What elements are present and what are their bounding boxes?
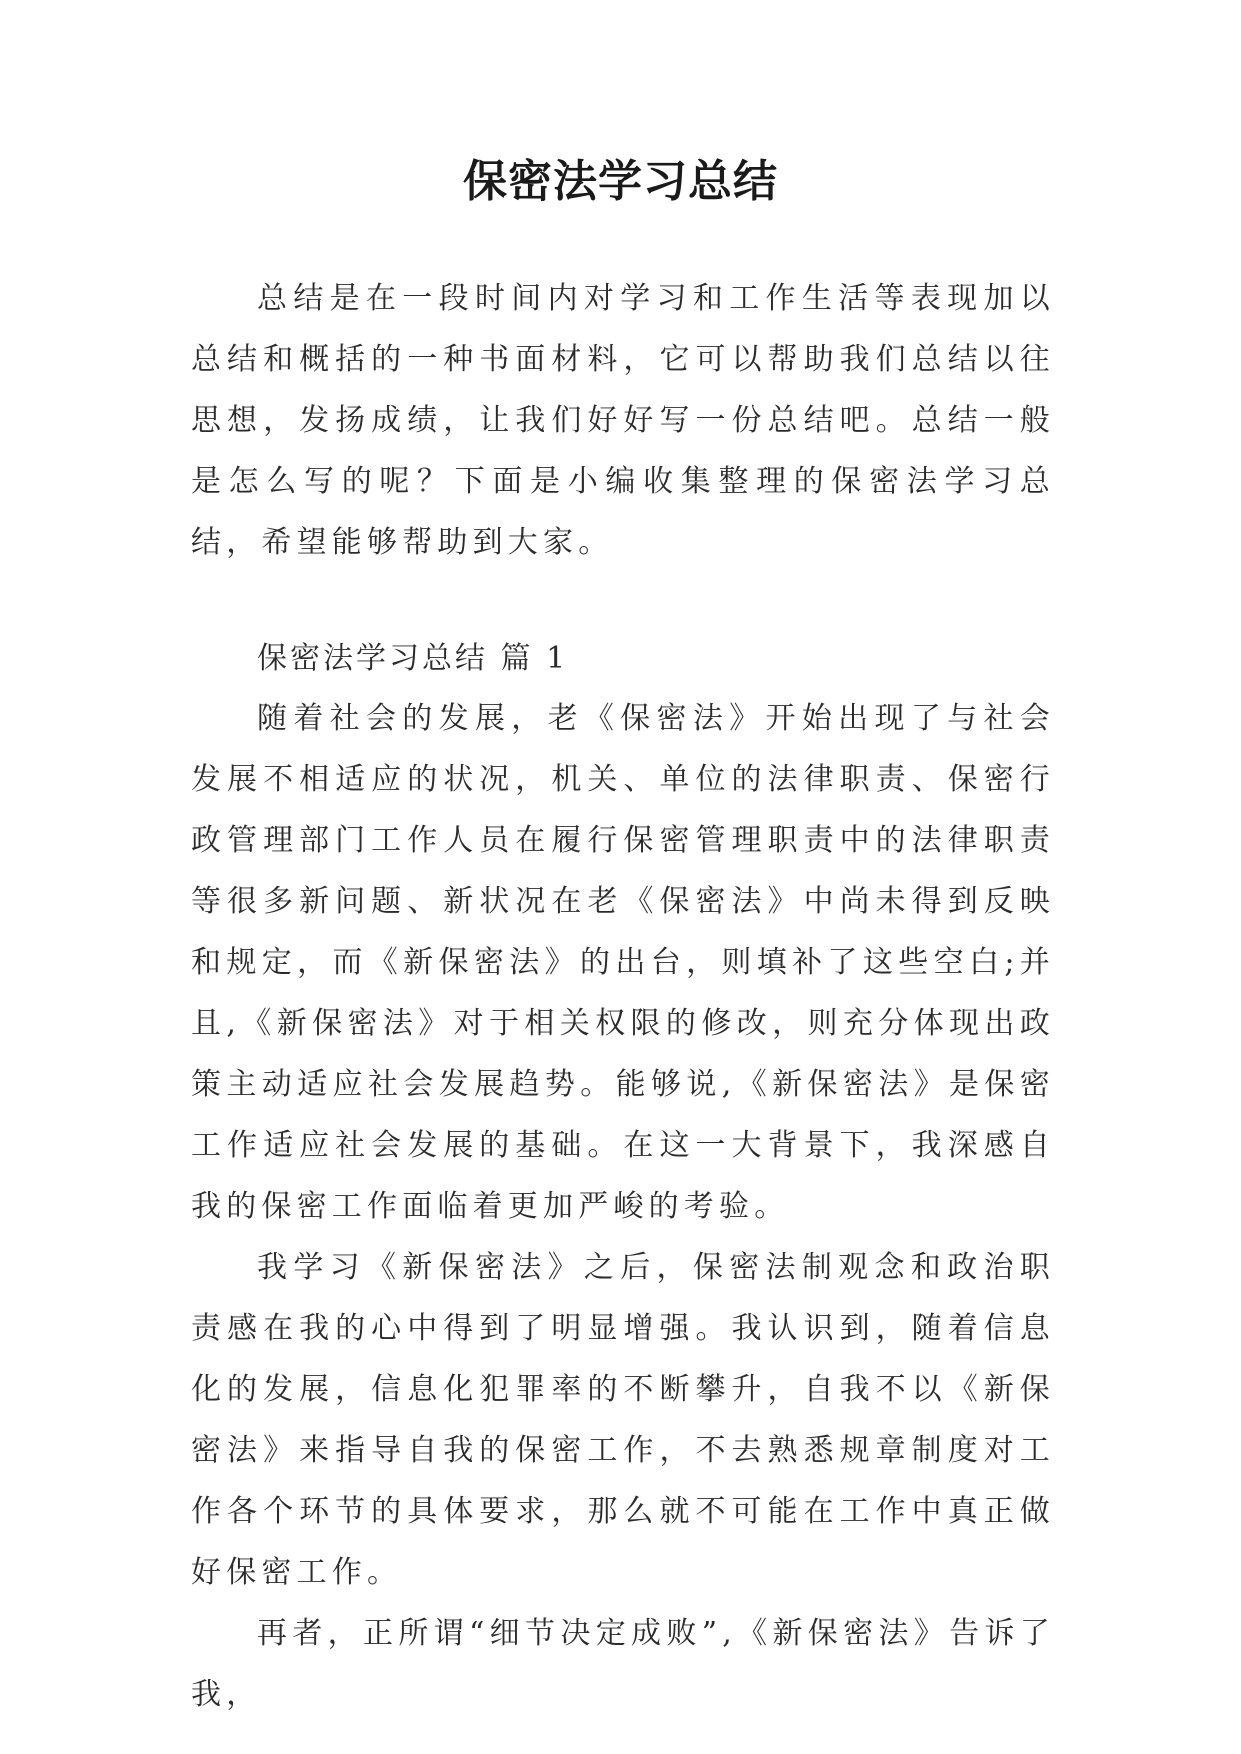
intro-paragraph: 总结是在一段时间内对学习和工作生活等表现加以总结和概括的一种书面材料，它可以帮助我们总结以往思想，发扬成绩，让我们好好写一份总结吧。总结一般是怎么写的呢？下面是小编收集整理的保密法学习总结，希望能够帮助到大家。 — [191, 281, 1055, 560]
body-paragraph-1: 随着社会的发展，老《保密法》开始出现了与社会发展不相适应的状况，机关、单位的法律职责、保密行政管理部门工作人员在履行保密管理职责中的法律职责等很多新问题、新状况在老《保密法》中尚未得到反映和规定，而《新保密法》的出台，则填补了这些空白;并且,《新保密法》对于相关权限的修改，则充分体现出政策主动适应社会发展趋势。能够说,《新保密法》是保密工作适应社会发展的基础。在这一大背景下，我深感自我的保密工作面临着更加严峻的考验。 — [191, 701, 1055, 1224]
section-body — [191, 688, 1055, 1725]
document-title: 保密法学习总结 — [463, 156, 778, 207]
section-heading: 保密法学习总结 篇 1 — [257, 641, 569, 676]
intro-section — [191, 268, 1055, 573]
body-paragraph-3: 再者，正所谓“细节决定成败”,《新保密法》告诉了我， — [191, 1616, 1055, 1712]
body-paragraph-2: 我学习《新保密法》之后，保密法制观念和政治职责感在我的心中得到了明显增强。我认识到，随着信息化的发展，信息化犯罪率的不断攀升，自我不以《新保密法》来指导自我的保密工作，不去熟悉规章制度对工作各个环节的具体要求，那么就不可能在工作中真正做好保密工作。 — [191, 1250, 1055, 1590]
